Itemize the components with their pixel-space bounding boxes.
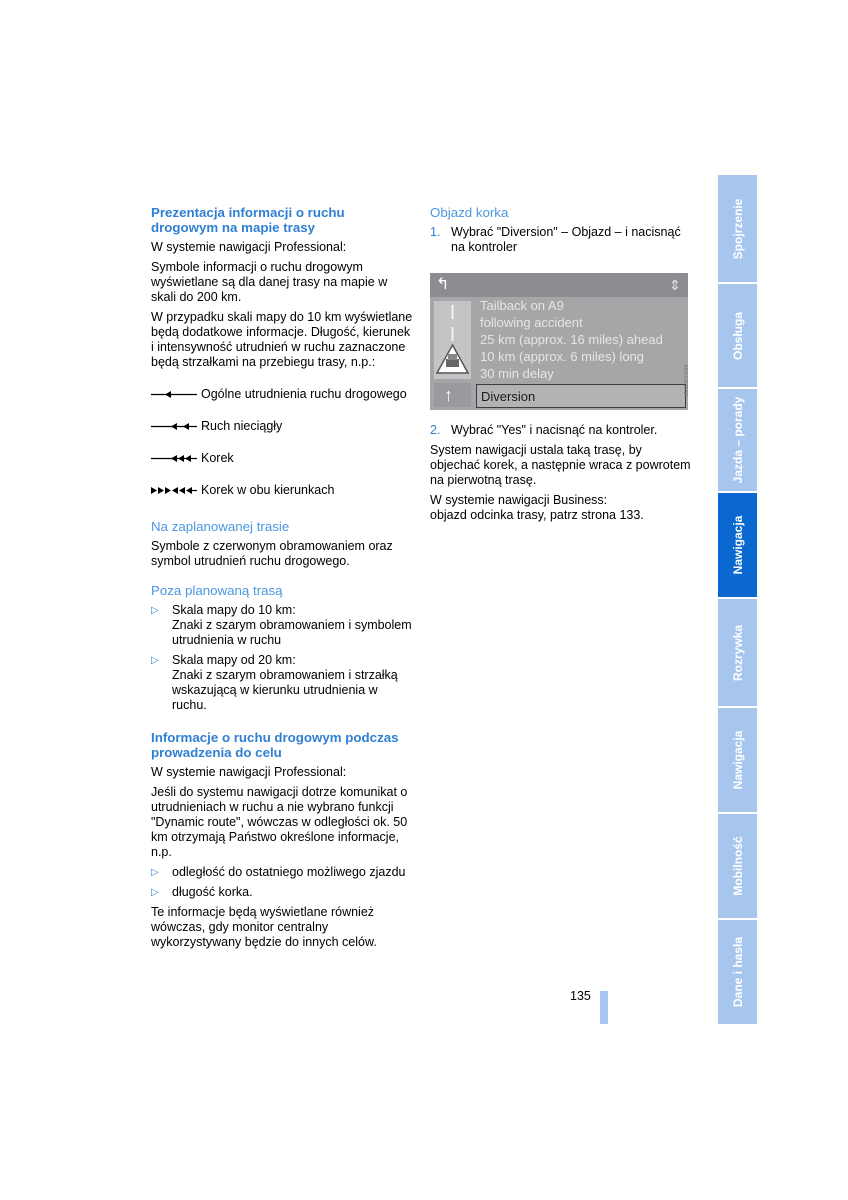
list-item	[151, 653, 413, 713]
traffic-jam-sign-icon	[434, 301, 471, 379]
bullet-text: Znaki z szarym obramowaniem i strzałką wskazującą w kierunku utrudnienia w ruchu.	[172, 668, 398, 712]
paragraph: Symbole informacji o ruchu drogowym wyświetlane są dla danej trasy na mapie w skali do 200 km.	[151, 260, 388, 304]
right-column	[430, 205, 692, 523]
paragraph: W systemie nawigacji Professional:	[151, 765, 347, 779]
symbol-row	[151, 419, 413, 434]
tab-label: Rozrywka	[730, 624, 745, 681]
symbol-row	[151, 483, 413, 498]
diversion-menu-item[interactable]	[476, 384, 686, 408]
section-title-diversion: Objazd korka	[430, 205, 509, 220]
bullet-text: Skala mapy od 20 km:	[172, 653, 296, 667]
symbol-row	[151, 387, 413, 402]
tab-label: Jazda – porady	[730, 396, 745, 484]
list-item	[151, 603, 413, 648]
tab-mobilnosc[interactable]	[718, 814, 757, 920]
tab-jazda-porady[interactable]	[718, 389, 757, 493]
section-title-off-route: Poza planowaną trasą	[151, 583, 283, 598]
screen-text: following accident	[480, 315, 583, 330]
section-title-traffic-guidance: Informacje o ruchu drogowym podczas prowadzenia do celu	[151, 730, 399, 760]
diversion-label: Diversion	[481, 389, 536, 404]
paragraph: W systemie nawigacji Business:	[430, 493, 608, 507]
bullet-triangle-icon: ▷	[151, 887, 159, 898]
tab-rozrywka[interactable]	[718, 599, 757, 708]
screen-text: 25 km (approx. 16 miles) ahead	[480, 332, 663, 347]
tab-label: Mobilność	[730, 836, 745, 896]
both-directions-arrow-icon	[151, 483, 197, 498]
symbol-label: Korek w obu kierunkach	[201, 483, 335, 497]
step-item	[430, 225, 692, 255]
control-display-screenshot	[430, 273, 688, 410]
step-number: 1.	[430, 225, 441, 239]
paragraph: System nawigacji ustala taką trasę, by objechać korek, a następnie wraca z powrotem na pierwotną trasę.	[430, 443, 691, 487]
double-arrow-icon	[151, 419, 197, 434]
triple-arrow-icon	[151, 451, 197, 466]
page-number: 135	[570, 989, 591, 1003]
tab-label: Obsługa	[730, 311, 745, 360]
tab-label: Dane i hasła	[730, 936, 745, 1008]
symbol-label: Ogólne utrudnienia ruchu drogowego	[201, 387, 407, 401]
symbol-label: Korek	[201, 451, 234, 465]
up-arrow-icon: ↑	[444, 385, 453, 405]
bullet-triangle-icon: ▷	[151, 655, 159, 666]
paragraph: W systemie nawigacji Professional:	[151, 240, 347, 254]
tab-spojrzenie[interactable]	[718, 175, 757, 284]
step-text: Wybrać "Diversion" – Objazd – i nacisnąć na kontroler	[451, 225, 681, 254]
paragraph: W przypadku skali mapy do 10 km wyświetlane będą dodatkowe informacje. Długość, kierunek i intensywność utrudnień w ruchu zaznaczone będą strzałkami na przebiegu trasy, n.p.:	[151, 310, 413, 369]
symbol-row	[151, 451, 413, 466]
paragraph: Te informacje będą wyświetlane również wówczas, gdy monitor centralny wykorzystywany będzie do innych celów.	[151, 905, 377, 949]
bullet-text: Skala mapy do 10 km:	[172, 603, 296, 617]
bullet-text: odległość do ostatniego możliwego zjazdu	[172, 865, 406, 879]
step-text: Wybrać "Yes" i nacisnąć na kontroler.	[451, 423, 658, 437]
section-title-planned-route: Na zaplanowanej trasie	[151, 519, 290, 534]
step-number: 2.	[430, 423, 441, 437]
bullet-triangle-icon: ▷	[151, 867, 159, 878]
list-item	[151, 865, 413, 880]
tab-obsluga[interactable]	[718, 284, 757, 389]
tab-label: Spojrzenie	[730, 198, 745, 259]
bullet-triangle-icon: ▷	[151, 605, 159, 616]
screen-topbar	[430, 273, 688, 297]
screen-text: Tailback on A9	[480, 298, 564, 313]
left-column	[151, 205, 413, 950]
tab-label: Nawigacja	[730, 730, 745, 790]
tab-nawigacja[interactable]	[718, 708, 757, 814]
tab-nawigacja-active[interactable]	[718, 493, 757, 599]
paragraph: objazd odcinka trasy, patrz strona 133.	[430, 508, 644, 522]
tab-label: Nawigacja	[730, 515, 745, 575]
list-item	[151, 885, 413, 900]
section-title-traffic-map: Prezentacja informacji o ruchu drogowym na mapie trasy	[151, 205, 345, 235]
screen-text: 30 min delay	[480, 366, 554, 381]
back-arrow-icon: ↰	[436, 276, 450, 293]
traffic-sign-panel	[434, 301, 471, 379]
paragraph: Jeśli do systemu nawigacji dotrze komunikat o utrudnieniach w ruchu a nie wybrano funkcji "Dynamic route", wówczas w odległości ok. 50 km otrzymają Państwo określone informacje, n.p.	[151, 785, 408, 859]
tab-dane-i-hasla[interactable]	[718, 920, 757, 1026]
paragraph: Symbole z czerwonym obramowaniem oraz symbol utrudnień ruchu drogowego.	[151, 539, 393, 568]
controller-direction-icon: ⇕	[669, 277, 681, 293]
screen-text: 10 km (approx. 6 miles) long	[480, 349, 645, 364]
bullet-text: długość korka.	[172, 885, 253, 899]
single-arrow-icon	[151, 387, 197, 402]
bullet-text: Znaki z szarym obramowaniem i symbolem utrudnienia w ruchu	[172, 618, 412, 647]
page-marker-bar	[600, 991, 608, 1024]
image-code: MN02363ENA	[682, 365, 688, 397]
step-item	[430, 423, 692, 438]
symbol-label: Ruch nieciągły	[201, 419, 283, 433]
